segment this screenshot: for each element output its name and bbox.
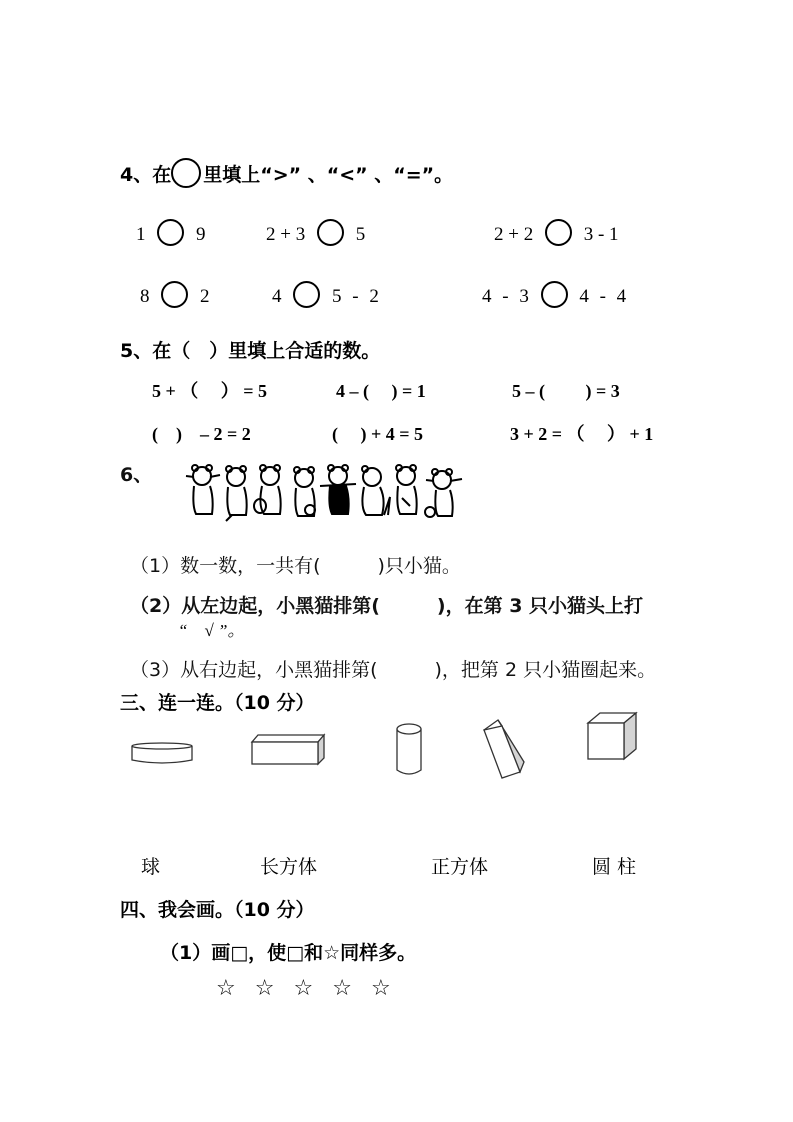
- compare-left: 8: [140, 286, 150, 307]
- q6-item-2: （2）从左边起，小黑猫排第( )，在第 3 只小猫头上打: [130, 595, 644, 617]
- q4-compare-6: [482, 286, 626, 308]
- section4-title: 四、我会画。（10 分）: [120, 899, 315, 921]
- q4-title: [120, 160, 453, 188]
- compare-right: 9: [196, 224, 206, 245]
- q5-equation[interactable]: ( ) + 4 = 5: [332, 424, 424, 444]
- cuboid-shape[interactable]: [250, 732, 326, 766]
- answer-circle[interactable]: [157, 219, 184, 246]
- star-row: [216, 976, 391, 1001]
- kitten-icon: [254, 465, 281, 514]
- star-icon: ☆: [332, 976, 352, 1001]
- compare-right: 2: [200, 286, 210, 307]
- upright-cylinder-shape[interactable]: [395, 722, 423, 778]
- q5-equation[interactable]: 3 + 2 = （ ） + 1: [510, 424, 654, 444]
- compare-left: 2 + 2: [494, 224, 534, 245]
- q6-number: 6、: [120, 464, 153, 486]
- star-icon: ☆: [216, 976, 236, 1001]
- kittens-illustration: [184, 462, 464, 522]
- answer-circle[interactable]: [317, 219, 344, 246]
- compare-left: 4: [272, 286, 282, 307]
- answer-circle[interactable]: [545, 219, 572, 246]
- kitten-icon: [396, 465, 417, 514]
- q5-equation[interactable]: 5 – ( ) = 3: [512, 381, 620, 401]
- q4-title-prefix: 4、在: [120, 164, 172, 186]
- section4-item-1: （1）画□，使□和☆同样多。: [160, 942, 417, 964]
- section3-title: 三、连一连。（10 分）: [120, 692, 315, 714]
- tilted-cuboid-shape[interactable]: [482, 718, 528, 780]
- q4-compare-1: [136, 224, 206, 246]
- black-kitten-icon: [320, 465, 356, 514]
- compare-left: 1: [136, 224, 146, 245]
- answer-circle[interactable]: [161, 281, 188, 308]
- label-sphere[interactable]: 球: [141, 856, 161, 878]
- label-cylinder[interactable]: 圆 柱: [592, 856, 637, 878]
- q4-title-suffix: 里填上“>” 、“<” 、“=”。: [203, 164, 454, 186]
- circle-icon: [171, 158, 201, 188]
- compare-right: 3 - 1: [583, 224, 619, 245]
- compare-right: 5: [355, 224, 366, 245]
- q5-equation[interactable]: ( ) – 2 = 2: [152, 424, 251, 444]
- compare-right: 5 - 2: [332, 286, 379, 307]
- q6-item-2-continuation: “ √ ”。: [178, 621, 245, 640]
- q4-compare-2: [266, 224, 365, 246]
- label-cube[interactable]: 正方体: [431, 856, 489, 878]
- kitten-icon: [294, 467, 315, 516]
- q4-compare-5: [272, 286, 379, 308]
- kitten-icon: [226, 466, 247, 521]
- label-cuboid[interactable]: 长方体: [260, 856, 318, 878]
- star-icon: ☆: [254, 976, 275, 1001]
- answer-circle[interactable]: [293, 281, 320, 308]
- q6-item-1: （1）数一数，一共有( )只小猫。: [130, 555, 461, 577]
- kitten-icon: [186, 465, 220, 514]
- star-icon: ☆: [293, 976, 314, 1001]
- compare-left: 4 - 3: [482, 286, 529, 307]
- kitten-icon: [362, 466, 390, 515]
- q4-compare-3: [494, 224, 619, 246]
- q6-item-3: （3）从右边起，小黑猫排第( )，把第 2 只小猫圈起来。: [130, 659, 657, 681]
- q4-compare-4: [140, 286, 210, 308]
- kitten-icon: [425, 469, 462, 517]
- star-icon: ☆: [370, 976, 391, 1001]
- cube-shape[interactable]: [586, 711, 638, 761]
- compare-left: 2 + 3: [266, 224, 306, 245]
- flat-cylinder-shape[interactable]: [130, 740, 194, 766]
- q5-title: 5、在（ ）里填上合适的数。: [120, 340, 381, 362]
- compare-right: 4 - 4: [579, 286, 627, 307]
- answer-circle[interactable]: [541, 281, 568, 308]
- q5-equation[interactable]: 4 – ( ) = 1: [336, 381, 426, 401]
- q5-equation[interactable]: 5 + （ ） = 5: [152, 381, 268, 401]
